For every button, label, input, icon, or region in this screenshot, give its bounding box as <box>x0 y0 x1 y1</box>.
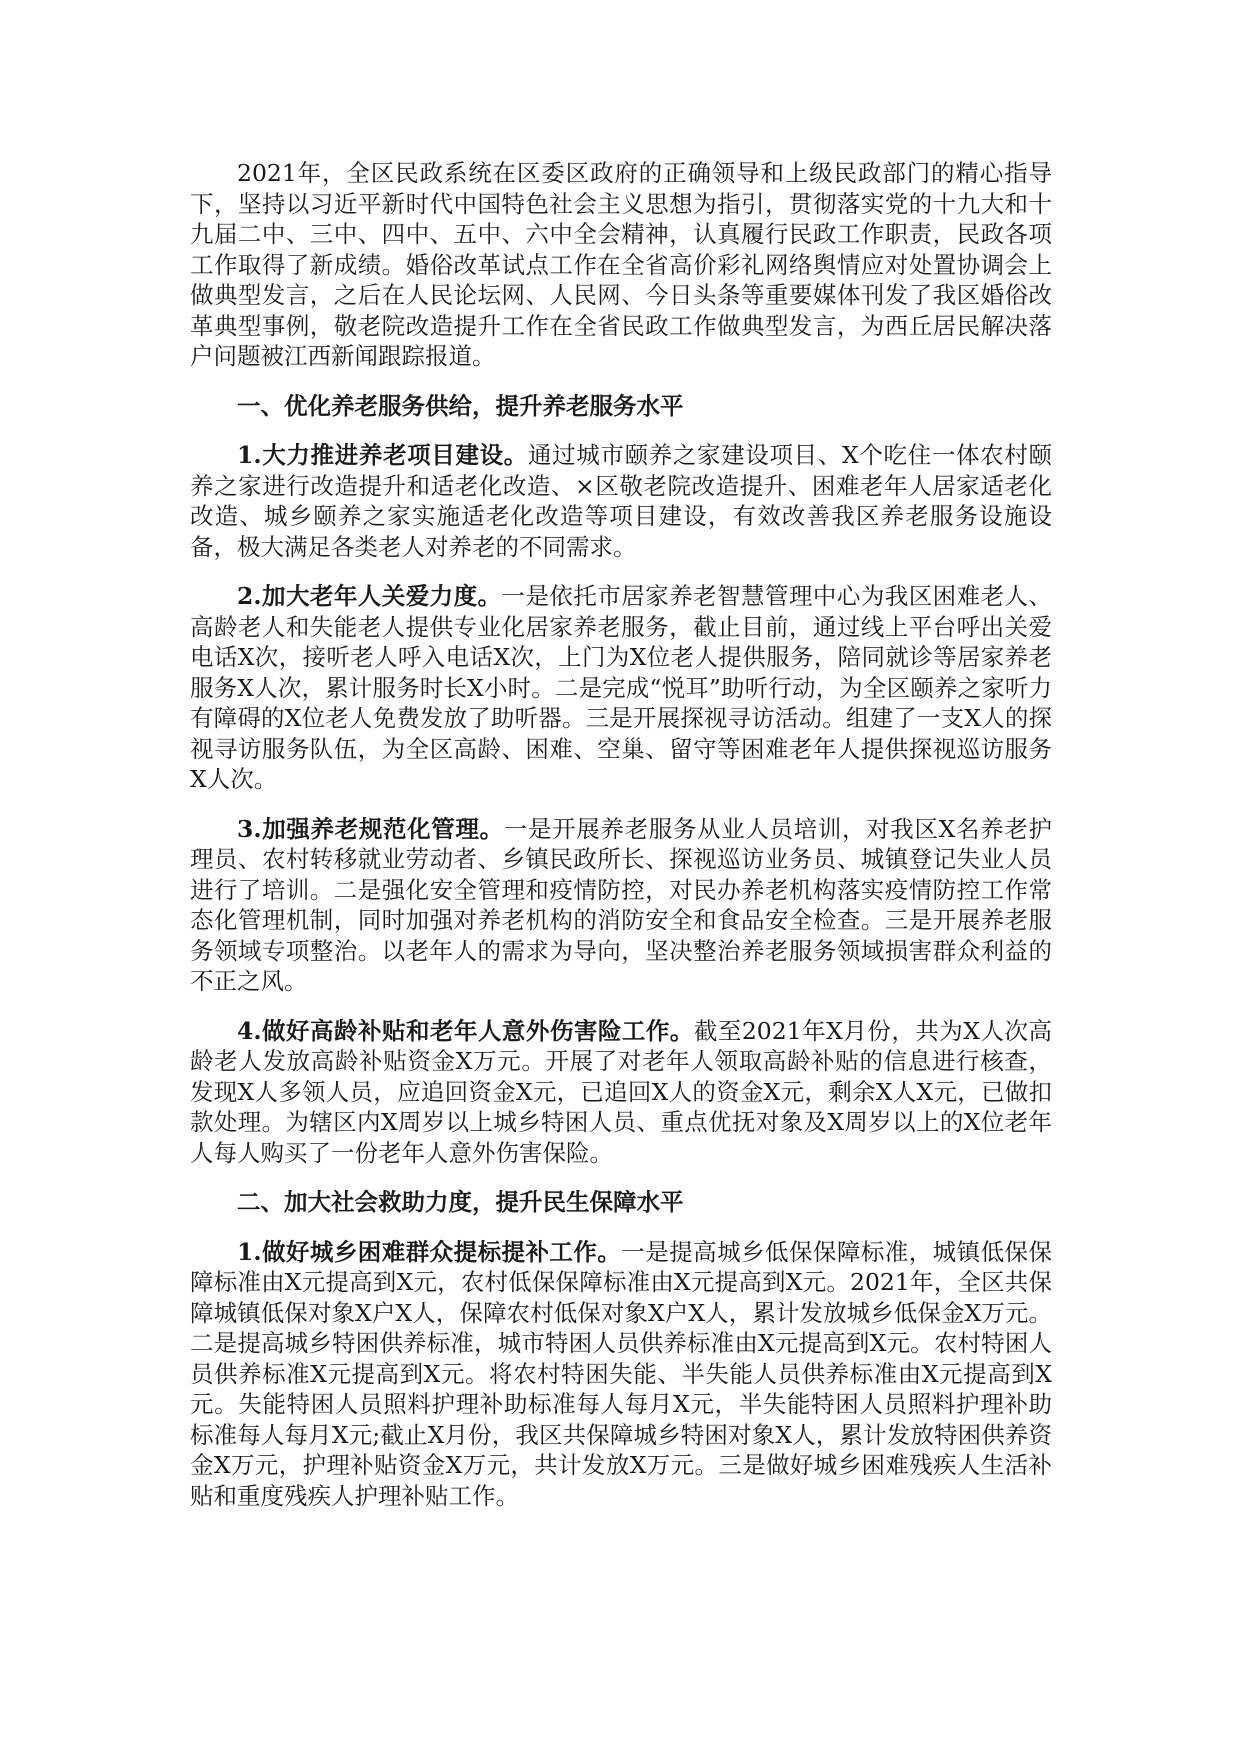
item-lead: 3.加强养老规范化管理。 <box>237 814 504 843</box>
item-text: 一是依托市居家养老智慧管理中心为我区困难老人、高龄老人和失能老人提供专业化居家养老服务，截止目前，通过线上平台呼出关爱电话X次，接听老人呼入电话X次，上门为X位老人提供服务，陪同就诊等居家养老服务X人次，累计服务时长X小时。二是完成“悦耳”助听行动，为全区颐养之家听力有障碍的X位老人免费发放了助听器。三是开展探视寻访活动。组建了一支X人的探视寻访服务队伍，为全区高龄、困难、空巢、留守等困难老年人提供探视巡访服务X人次。 <box>190 582 1052 793</box>
item-lead: 1.大力推进养老项目建设。 <box>237 441 528 469</box>
item-lead: 2.加大老年人关爱力度。 <box>237 582 502 610</box>
section1-item-3 <box>190 814 1052 997</box>
item-lead: 4.做好高龄补贴和老年人意外伤害险工作。 <box>237 1016 694 1045</box>
document-page <box>190 158 1052 1530</box>
section2-item-1 <box>190 1237 1052 1512</box>
section1-item-4 <box>190 1016 1052 1169</box>
section-heading-2: 二、加大社会救助力度，提升民生保障水平 <box>237 1188 684 1216</box>
item-lead: 1.做好城乡困难群众提标提补工作。 <box>237 1237 622 1266</box>
intro-paragraph: 2021年，全区民政系统在区委区政府的正确领导和上级民政部门的精心指导下，坚持以习近平新时代中国特色社会主义思想为指引，贯彻落实党的十九大和十九届二中、三中、四中、五中、六中全会精神，认真履行民政工作职责，民政各项工作取得了新成绩。婚俗改革试点工作在全省高价彩礼网络舆情应对处置协调会上做典型发言，之后在人民论坛网、人民网、今日头条等重要媒体刊发了我区婚俗改革典型事例，敬老院改造提升工作在全省民政工作做典型发言，为西丘居民解决落户问题被江西新闻跟踪报道。 <box>190 159 1052 370</box>
section-heading-1: 一、优化养老服务供给，提升养老服务水平 <box>237 391 684 420</box>
item-text: 一是提高城乡低保保障标准，城镇低保保障标准由X元提高到X元，农村低保保障标准由X元提高到X元。2021年，全区共保障城镇低保对象X户X人，保障农村低保对象X户X人，累计发放城乡低保金X万元。二是提高城乡特困供养标准，城市特困人员供养标准由X元提高到X元。农村特困人员供养标准X元提高到X元。将农村特困失能、半失能人员供养标准由X元提高到X元。失能特困人员照料护理补助标准每人每月X元，半失能特困人员照料护理补助标准每人每月X元;截止X月份，我区共保障城乡特困对象X人，累计发放特困供养资金X万元，护理补贴资金X万元，共计发放X万元。三是做好城乡困难残疾人生活补贴和重度残疾人护理补贴工作。 <box>190 1237 1052 1510</box>
section1-item-1 <box>190 440 1052 562</box>
item-text: 一是开展养老服务从业人员培训，对我区X名养老护理员、农村转移就业劳动者、乡镇民政所长、探视巡访业务员、城镇登记失业人员进行了培训。二是强化安全管理和疫情防控，对民办养老机构落实疫情防控工作常态化管理机制，同时加强对养老机构的消防安全和食品安全检查。三是开展养老服务领域专项整治。以老年人的需求为导向，坚决整治养老服务领域损害群众利益的不正之风。 <box>190 814 1052 995</box>
section1-item-2 <box>190 581 1052 795</box>
item-text: 通过城市颐养之家建设项目、X个吃住一体农村颐养之家进行改造提升和适老化改造、×区敬老院改造提升、困难老年人居家适老化改造、城乡颐养之家实施适老化改造等项目建设，有效改善我区养老服务设施设备，极大满足各类老人对养老的不同需求。 <box>190 441 1052 561</box>
item-text: 截至2021年X月份，共为X人次高龄老人发放高龄补贴资金X万元。开展了对老年人领取高龄补贴的信息进行核查，发现X人多领人员，应追回资金X元，已追回X人的资金X元，剩余X人X元，已做扣款处理。为辖区内X周岁以上城乡特困人员、重点优抚对象及X周岁以上的X位老年人每人购买了一份老年人意外伤害保险。 <box>190 1016 1052 1167</box>
